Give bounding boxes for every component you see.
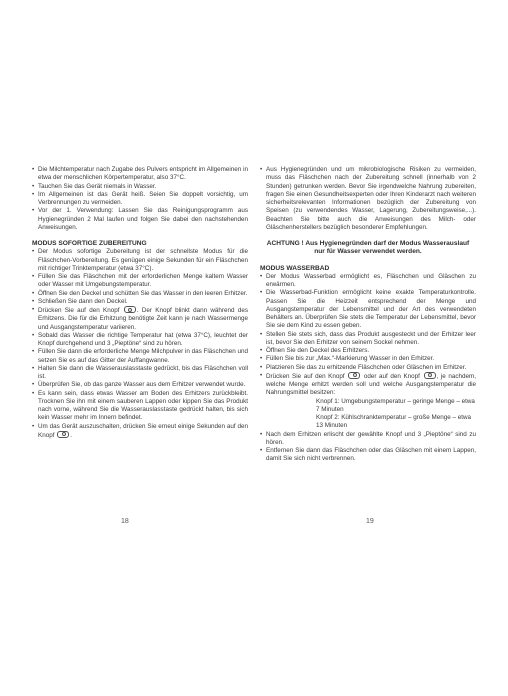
list-item: • Sobald das Wasser die richtige Temperatur hat (etwa 37°C), leuchtet der Knopf durchgehend und 3 „Pieptöne“ sind zu hören. bbox=[32, 332, 248, 349]
knob-icon bbox=[424, 372, 436, 379]
list-item: • Füllen Sie das Fläschchen mit der erforderlichen Menge kaltem Wasser oder Wasser mit Umgebungstemperatur. bbox=[32, 273, 248, 290]
instruction-list bbox=[260, 273, 476, 398]
hygiene-warning bbox=[260, 240, 476, 257]
list-item: • Stellen Sie stets sich, dass das Produkt ausgesteckt und der Erhitzer leer ist, bevor Sie den Erhitzer von seinem Sockel nehmen. bbox=[260, 331, 476, 348]
list-item: • Aus Hygienegründen und um mikrobiologische Risiken zu vermeiden, muss das Fläschchen nach der Zubereitung schnell (innerhalb von 2 Stunden) getrunken werden. Bevor Sie irgendwelche Nahrung zubereiten, fragen Sie einen Gesundheitsexperten oder Ihren Kinderarzt nach weiteren sicherheitsrelevanten Informationen bezüglich der Zubereitung von Speisen (zu verwendendes Wasser, Lagerung, Zubereitungsweise,...). Beachten Sie bitte auch die Anweisungen des Milch- oder Gläschenherstellers bezüglich besonderer Empfehlungen. bbox=[260, 166, 476, 232]
list-item: • Halten Sie dann die Wasserauslasstaste gedrückt, bis das Fläschchen voll ist. bbox=[32, 365, 248, 382]
list-item: • Füllen Sie dann die erforderliche Menge Milchpulver in das Fläschchen und setzen Sie es auf das Gitter der Auffangwanne. bbox=[32, 348, 248, 365]
text-segment: Drücken Sie auf den Knopf bbox=[266, 372, 345, 380]
knob-icon bbox=[348, 372, 360, 379]
instruction-list bbox=[32, 248, 248, 440]
list-item bbox=[32, 423, 248, 441]
list-item bbox=[260, 372, 476, 398]
list-item: • Tauchen Sie das Gerät niemals in Wasser. bbox=[32, 183, 248, 191]
page-number-right: 19 bbox=[366, 518, 374, 525]
text-segment: Drücken Sie auf den Knopf bbox=[38, 307, 120, 314]
instruction-list bbox=[260, 431, 476, 464]
text-segment: . bbox=[70, 431, 72, 439]
text-segment: . Der Knopf blinkt dann während des Erhitzens. Die für die Erhitzung benötigte Zeit kann je nach Wassermenge und Ausgangstemperatur variieren. bbox=[38, 307, 248, 331]
knob-icon bbox=[124, 306, 136, 313]
knopf-1-line: Knopf 1: Umgebungstemperatur – geringe Menge – etwa 7 Minuten bbox=[316, 397, 475, 413]
right-page-column bbox=[260, 166, 476, 464]
list-item: • Im Allgemeinen ist das Gerät heiß. Seien Sie doppelt vorsichtig, um Verbrennungen zu vermeiden. bbox=[32, 191, 248, 208]
intro-list bbox=[260, 166, 476, 232]
list-item: • Platzieren Sie das zu erhitzende Fläschchen oder Gläschen im Erhitzer. bbox=[260, 364, 476, 372]
list-item: • Entfernen Sie dann das Fläschchen oder das Gläschen mit einem Lappen, damit Sie sich nicht verbrennen. bbox=[260, 447, 476, 464]
list-item: • Schließen Sie dann den Deckel. bbox=[32, 298, 248, 306]
list-item: • Die Wasserbad-Funktion ermöglicht keine exakte Temperaturkontrolle. Passen Sie die Heizzeit entsprechend der Menge und Ausgangstemperatur der Lebensmittel und der Art des verwendeten Behälters an. Überprüfen Sie stets die Temperatur der Lebensmittel, bevor Sie sie dem Kind zu essen geben. bbox=[260, 289, 476, 330]
intro-list bbox=[32, 166, 248, 232]
list-item: • Öffnen Sie den Deckel und schütten Sie das Wasser in den leeren Erhitzer. bbox=[32, 290, 248, 298]
text-segment: Um das Gerät auszuschalten, drücken Sie erneut einige Sekunden auf den Knopf bbox=[38, 422, 248, 439]
list-item: • Es kann sein, dass etwas Wasser am Boden des Erhitzers zurückbleibt. Trocknen Sie ihn mit einem sauberen Lappen oder kippen Sie das Produkt nach vorne, während Sie die Wasserauslasstaste gedrückt halten, bis sich kein Wasser mehr im Innern befindet. bbox=[32, 390, 248, 423]
knob-icon bbox=[57, 431, 69, 438]
list-item: • Füllen Sie bis zur „Max.“-Markierung Wasser in den Erhitzer. bbox=[260, 355, 476, 363]
warning-line: ACHTUNG ! Aus Hygienegründen darf der Modus Wasserauslauf bbox=[266, 240, 470, 247]
section-heading: MODUS WASSERBAD bbox=[260, 264, 330, 272]
list-item: • Der Modus Wasserbad ermöglicht es, Fläschchen und Gläschen zu erwärmen. bbox=[260, 273, 476, 290]
list-item: • Die Milchtemperatur nach Zugabe des Pulvers entspricht im Allgemeinen in etwa der menschlichen Körpertemperatur, also 37°C. bbox=[32, 166, 248, 183]
list-item: • Öffnen Sie den Deckel des Erhitzers. bbox=[260, 347, 476, 355]
warning-line: nur für Wasser verwendet werden. bbox=[314, 248, 422, 256]
list-item bbox=[32, 306, 248, 332]
list-item: • Vor der 1. Verwendung: Lassen Sie das Reinigungsprogramm aus Hygienegründen 2 Mal laufen und folgen Sie dabei den nachstehenden Anweisungen. bbox=[32, 207, 248, 232]
text-segment: , je nachdem, welche Menge erhitzt werden soll und welche Ausgangstemperatur die Nahrungsmittel besitzen: bbox=[266, 372, 477, 397]
page-number-left: 18 bbox=[121, 518, 129, 525]
list-item: • Der Modus sofortige Zubereitung ist der schnellste Modus für die Fläschchen-Vorbereitung. Es genügen einige Sekunden für ein Fläschchen mit richtiger Trinktemperatur (etwa 37°C). bbox=[32, 248, 248, 273]
list-item: • Überprüfen Sie, ob das ganze Wasser aus dem Erhitzer verwendet wurde. bbox=[32, 381, 248, 389]
knopf-2-line: Knopf 2: Kühlschranktemperatur – große Menge – etwa 13 Minuten bbox=[316, 414, 472, 430]
text-segment: oder auf den Knopf bbox=[363, 372, 420, 380]
section-heading: MODUS SOFORTIGE ZUBEREITUNG bbox=[32, 240, 147, 247]
left-page-column bbox=[32, 166, 248, 440]
list-item: • Nach dem Erhitzen erlischt der gewählte Knopf und 3 „Pieptöne“ sind zu hören. bbox=[260, 431, 476, 448]
